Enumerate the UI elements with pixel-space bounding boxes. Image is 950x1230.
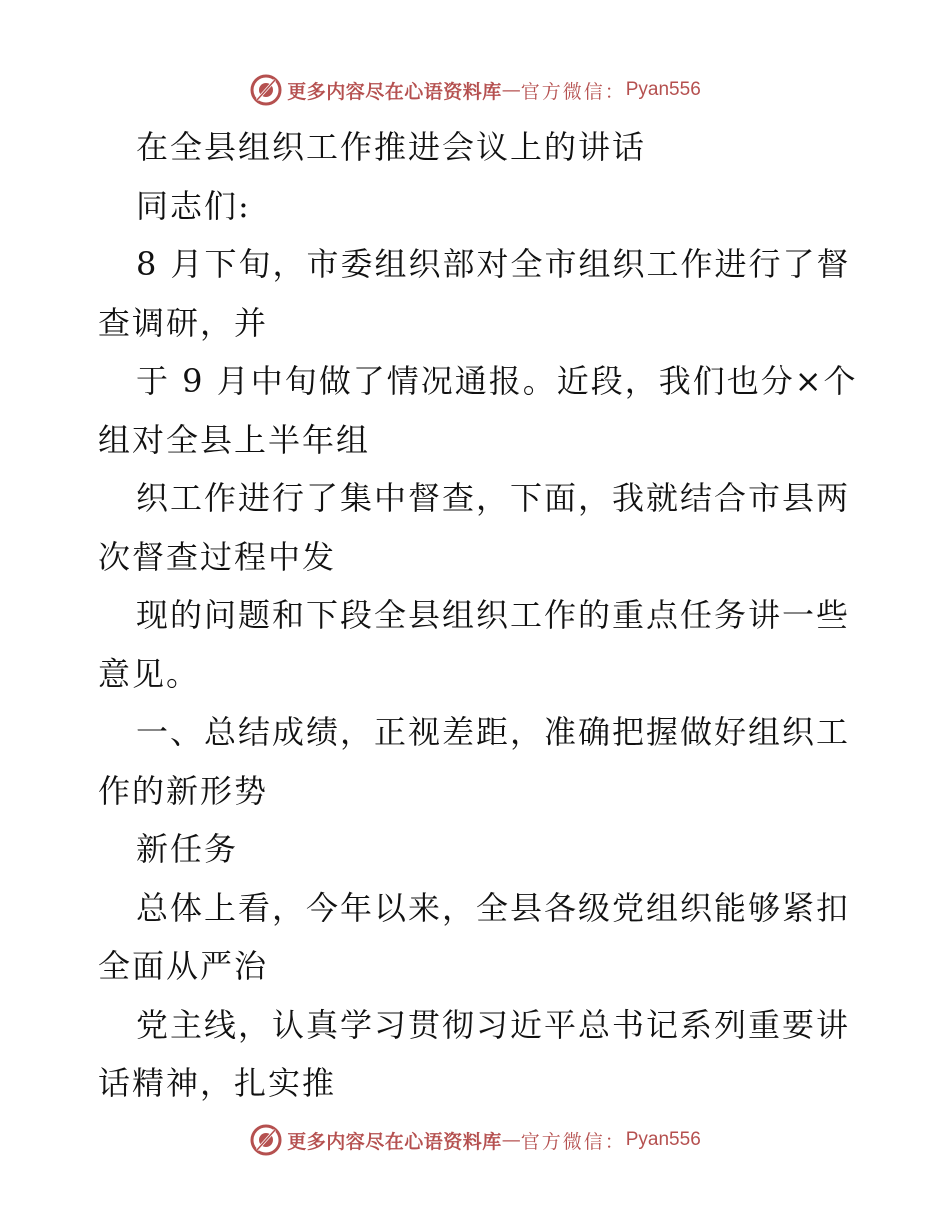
document-line: 总体上看，今年以来，全县各级党组织能够紧扣 xyxy=(136,888,851,927)
footer-brand-text: 更多内容尽在心语资料库 xyxy=(287,1130,502,1153)
document-line: 话精神，扎实推 xyxy=(98,1064,337,1102)
document-line: 织工作进行了集中督查，下面，我就结合市县两 xyxy=(136,479,851,517)
footer-banner xyxy=(0,1120,950,1160)
document-line: 意见。 xyxy=(98,654,201,693)
document-line: 次督查过程中发 xyxy=(98,537,337,576)
footer-wechat-id: Pyan556 xyxy=(625,1129,701,1150)
document-line: 一、总结成绩，正视差距，准确把握做好组织工 xyxy=(136,713,851,751)
document-body xyxy=(98,118,858,1113)
document-line: 同志们: xyxy=(136,186,251,225)
document-line: 8 月下旬，市委组织部对全市组织工作进行了督 xyxy=(136,245,851,283)
header-wechat-label: 官方微信： xyxy=(520,80,626,103)
header-banner xyxy=(0,70,950,110)
document-line: 在全县组织工作推进会议上的讲话 xyxy=(136,128,647,166)
footer-banner-content xyxy=(249,1123,701,1157)
document-line: 查调研，并 xyxy=(98,303,269,342)
document-line: 作的新形势 xyxy=(98,771,269,810)
header-wechat-id: Pyan556 xyxy=(625,79,701,100)
brand-logo-icon xyxy=(249,73,283,107)
document-line: 组对全县上半年组 xyxy=(98,420,371,459)
header-banner-content xyxy=(249,73,701,107)
document-line: 党主线，认真学习贯彻习近平总书记系列重要讲 xyxy=(136,1005,851,1044)
document-line: 新任务 xyxy=(136,830,239,868)
document-line: 现的问题和下段全县组织工作的重点任务讲一些 xyxy=(136,596,851,634)
header-dash: — xyxy=(501,79,521,101)
document-line: 全面从严治 xyxy=(98,947,269,985)
footer-wechat-label: 官方微信： xyxy=(520,1130,626,1153)
document-line: 于 9 月中旬做了情况通报。近段，我们也分×个 xyxy=(136,362,858,400)
header-brand-text: 更多内容尽在心语资料库 xyxy=(287,80,502,103)
brand-logo-icon xyxy=(249,1123,283,1157)
footer-dash: — xyxy=(501,1129,521,1151)
